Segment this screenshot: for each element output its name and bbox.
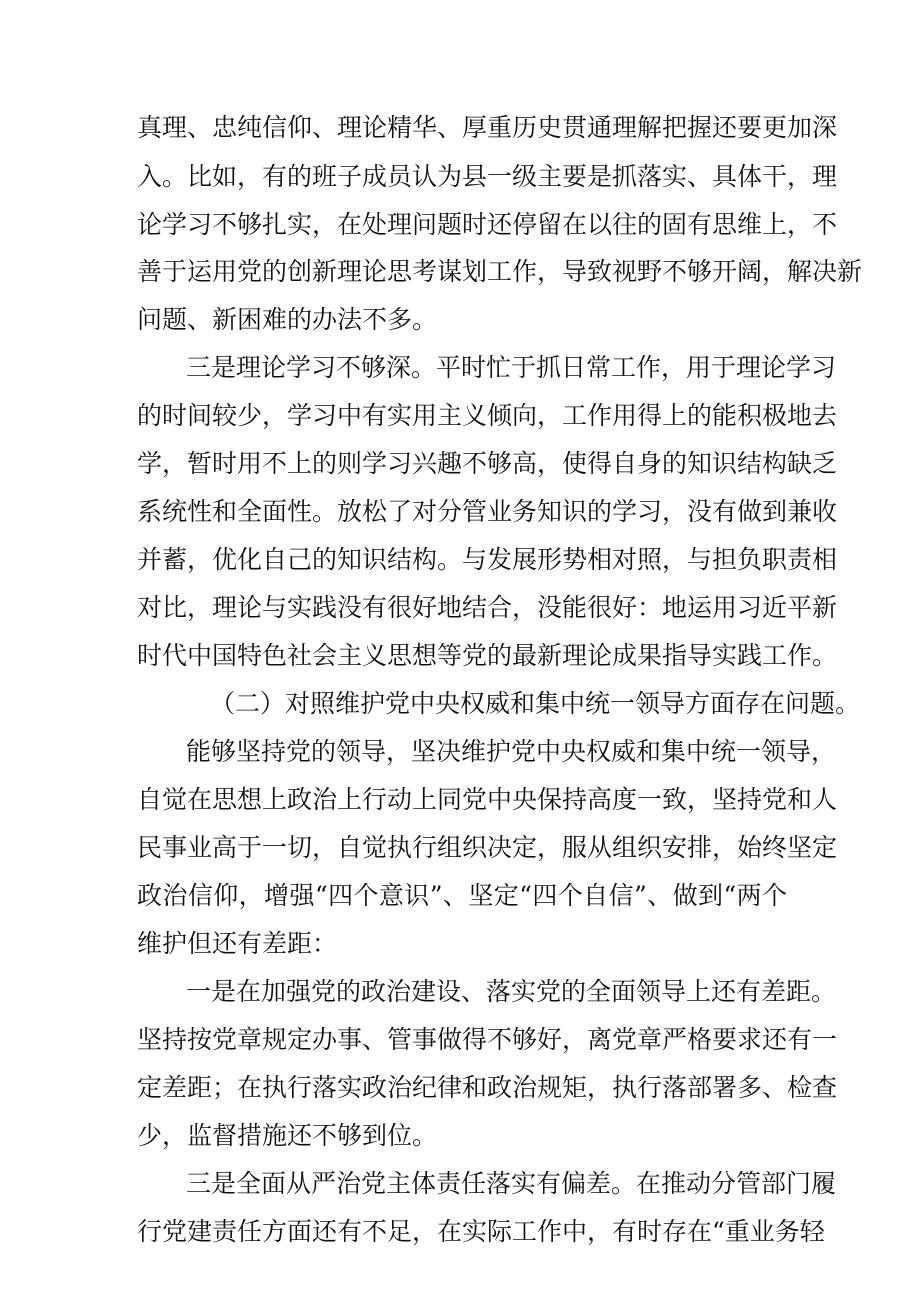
text-line: 系统性和全面性。放松了对分管业务知识的学习，没有做到兼收	[137, 497, 838, 526]
text-line: 少，监督措施还不够到位。	[137, 1121, 438, 1150]
text-line: 时代中国特色社会主义思想等党的最新理论成果指导实践工作。	[137, 641, 838, 670]
paragraph-first-line: 一是在加强党的政治建设、落实党的全面领导上还有差距。	[186, 977, 837, 1006]
text-line: 并蓄，优化自己的知识结构。与发展形势相对照，与担负职责相	[137, 545, 838, 574]
text-line: 入。比如，有的班子成员认为县一级主要是抓落实、具体干，理	[137, 162, 838, 191]
text-line: 对比，理论与实践没有很好地结合，没能很好：地运用习近平新	[137, 593, 838, 622]
text-line: 真理、忠纯信仰、理论精华、厚重历史贯通理解把握还要更加深	[137, 113, 838, 142]
text-line: 行党建责任方面还有不足，在实际工作中，有时存在“重业务轻	[137, 1217, 825, 1246]
section-heading: （二）对照维护党中央权威和集中统一领导方面存在问题。	[210, 689, 861, 718]
text-line: 维护但还有差距：	[137, 929, 338, 958]
text-line: 定差距；在执行落实政治纪律和政治规矩，执行落部署多、检查	[137, 1073, 838, 1102]
paragraph-first-line: 三是全面从严治党主体责任落实有偏差。在推动分管部门履	[186, 1169, 837, 1198]
text-line: 的时间较少，学习中有实用主义倾向，工作用得上的能积极地去	[137, 401, 838, 430]
text-line: 学，暂时用不上的则学习兴趣不够高，使得自身的知识结构缺乏	[137, 449, 838, 478]
paragraph-first-line: 能够坚持党的领导，坚决维护党中央权威和集中统一领导，	[186, 737, 837, 766]
text-line: 善于运用党的创新理论思考谋划工作，导致视野不够开阔，解决新	[137, 257, 863, 286]
text-line: 坚持按党章规定办事、管事做得不够好，离党章严格要求还有一	[137, 1025, 838, 1054]
text-line: 论学习不够扎实，在处理问题时还停留在以往的固有思维上，不	[137, 210, 838, 239]
text-line: 民事业高于一切，自觉执行组织决定，服从组织安排，始终坚定	[137, 833, 838, 862]
text-line: 自觉在思想上政治上行动上同党中央保持高度一致，坚持党和人	[137, 785, 838, 814]
text-line: 问题、新困难的办法不多。	[137, 305, 438, 334]
paragraph-first-line: 三是理论学习不够深。平时忙于抓日常工作，用于理论学习	[186, 353, 837, 382]
text-line: 政治信仰，增强“四个意识”、坚定“四个自信”、做到“两个	[137, 881, 787, 910]
